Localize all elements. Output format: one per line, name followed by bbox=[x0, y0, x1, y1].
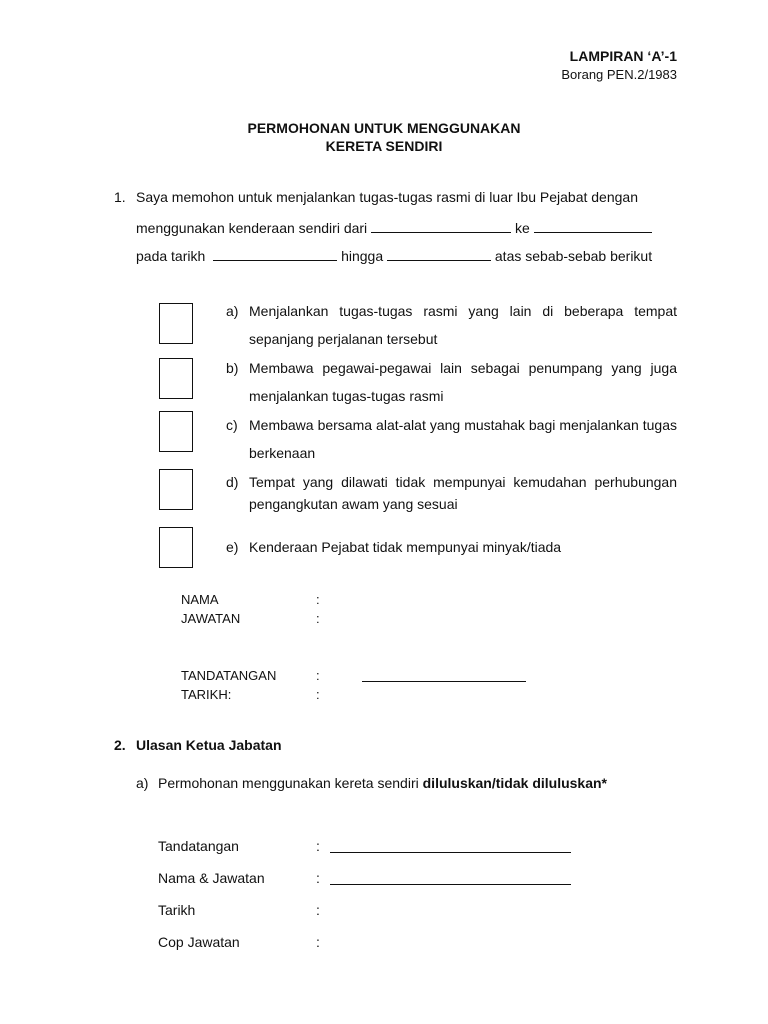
reason-b-letter: b) bbox=[226, 360, 239, 376]
reason-b-checkbox[interactable] bbox=[159, 358, 193, 399]
section-2a-text bbox=[158, 775, 607, 791]
reason-e-checkbox[interactable] bbox=[159, 527, 193, 568]
to-label: ke bbox=[514, 220, 530, 236]
date-label: pada tarikh bbox=[136, 248, 206, 264]
reason-a-line1: Menjalankan tugas-tugas rasmi yang lain di beberapa tempat bbox=[249, 303, 677, 319]
appendix-label: LAMPIRAN ‘A’-1 bbox=[569, 48, 677, 64]
head-name-colon: : bbox=[316, 870, 320, 886]
section-1-text-line1: Saya memohon untuk menjalankan tugas-tugas rasmi di luar Ibu Pejabat dengan bbox=[136, 189, 638, 205]
signature-label: TANDATANGAN bbox=[181, 668, 277, 683]
section-1-text-line3 bbox=[136, 246, 652, 264]
from-location-field[interactable] bbox=[371, 218, 511, 233]
head-signature-label: Tandatangan bbox=[158, 838, 239, 854]
reason-c-checkbox[interactable] bbox=[159, 411, 193, 452]
approval-text: Permohonan menggunakan kereta sendiri bbox=[158, 775, 419, 791]
office-stamp-colon: : bbox=[316, 934, 320, 950]
reasons-intro: atas sebab-sebab berikut bbox=[494, 248, 653, 264]
position-label: JAWATAN bbox=[181, 611, 241, 626]
form-number: Borang PEN.2/1983 bbox=[561, 67, 677, 82]
date-field-colon: : bbox=[316, 687, 320, 702]
form-title-line1: PERMOHONAN UNTUK MENGGUNAKAN bbox=[247, 120, 521, 136]
reason-c-letter: c) bbox=[226, 417, 238, 433]
reason-b-line1: Membawa pegawai-pegawai lain sebagai penumpang yang juga bbox=[249, 360, 677, 376]
reason-d-checkbox[interactable] bbox=[159, 469, 193, 510]
head-date-label: Tarikh bbox=[158, 902, 196, 918]
office-stamp-label: Cop Jawatan bbox=[158, 934, 240, 950]
reason-c-line1: Membawa bersama alat-alat yang mustahak bagi menjalankan tugas bbox=[249, 417, 677, 433]
head-signature-colon: : bbox=[316, 838, 320, 854]
approval-status: diluluskan/tidak diluluskan* bbox=[422, 775, 607, 791]
reason-d-letter: d) bbox=[226, 474, 239, 490]
to-location-field[interactable] bbox=[534, 218, 652, 233]
head-date-colon: : bbox=[316, 902, 320, 918]
from-label: menggunakan kenderaan sendiri dari bbox=[136, 220, 368, 236]
reason-e-letter: e) bbox=[226, 539, 239, 555]
reason-b-line2: menjalankan tugas-tugas rasmi bbox=[249, 388, 444, 404]
section-1-text-line2 bbox=[136, 218, 652, 236]
form-title-line2: KERETA SENDIRI bbox=[325, 138, 443, 154]
section-2a-letter: a) bbox=[136, 775, 149, 791]
signature-colon: : bbox=[316, 668, 320, 683]
head-signature-line[interactable] bbox=[330, 852, 571, 853]
reason-e-line1: Kenderaan Pejabat tidak mempunyai minyak/tiada bbox=[249, 539, 562, 555]
date-field-label: TARIKH: bbox=[181, 687, 232, 702]
name-colon: : bbox=[316, 592, 320, 607]
reason-a-checkbox[interactable] bbox=[159, 303, 193, 344]
signature-line[interactable] bbox=[362, 681, 526, 682]
reason-a-letter: a) bbox=[226, 303, 239, 319]
reason-a-line2: sepanjang perjalanan tersebut bbox=[249, 331, 438, 347]
reason-d-line2: pengangkutan awam yang sesuai bbox=[249, 496, 458, 512]
head-name-line[interactable] bbox=[330, 884, 571, 885]
head-name-label: Nama & Jawatan bbox=[158, 870, 265, 886]
until-label: hingga bbox=[341, 248, 384, 264]
end-date-field[interactable] bbox=[387, 246, 491, 261]
section-2-heading: Ulasan Ketua Jabatan bbox=[136, 737, 282, 753]
reason-c-line2: berkenaan bbox=[249, 445, 316, 461]
reason-d-line1: Tempat yang dilawati tidak mempunyai kemudahan perhubungan bbox=[249, 474, 677, 490]
start-date-field[interactable] bbox=[213, 246, 337, 261]
section-1-number: 1. bbox=[114, 189, 126, 205]
name-label: NAMA bbox=[181, 592, 219, 607]
position-colon: : bbox=[316, 611, 320, 626]
section-2-number: 2. bbox=[114, 737, 126, 753]
